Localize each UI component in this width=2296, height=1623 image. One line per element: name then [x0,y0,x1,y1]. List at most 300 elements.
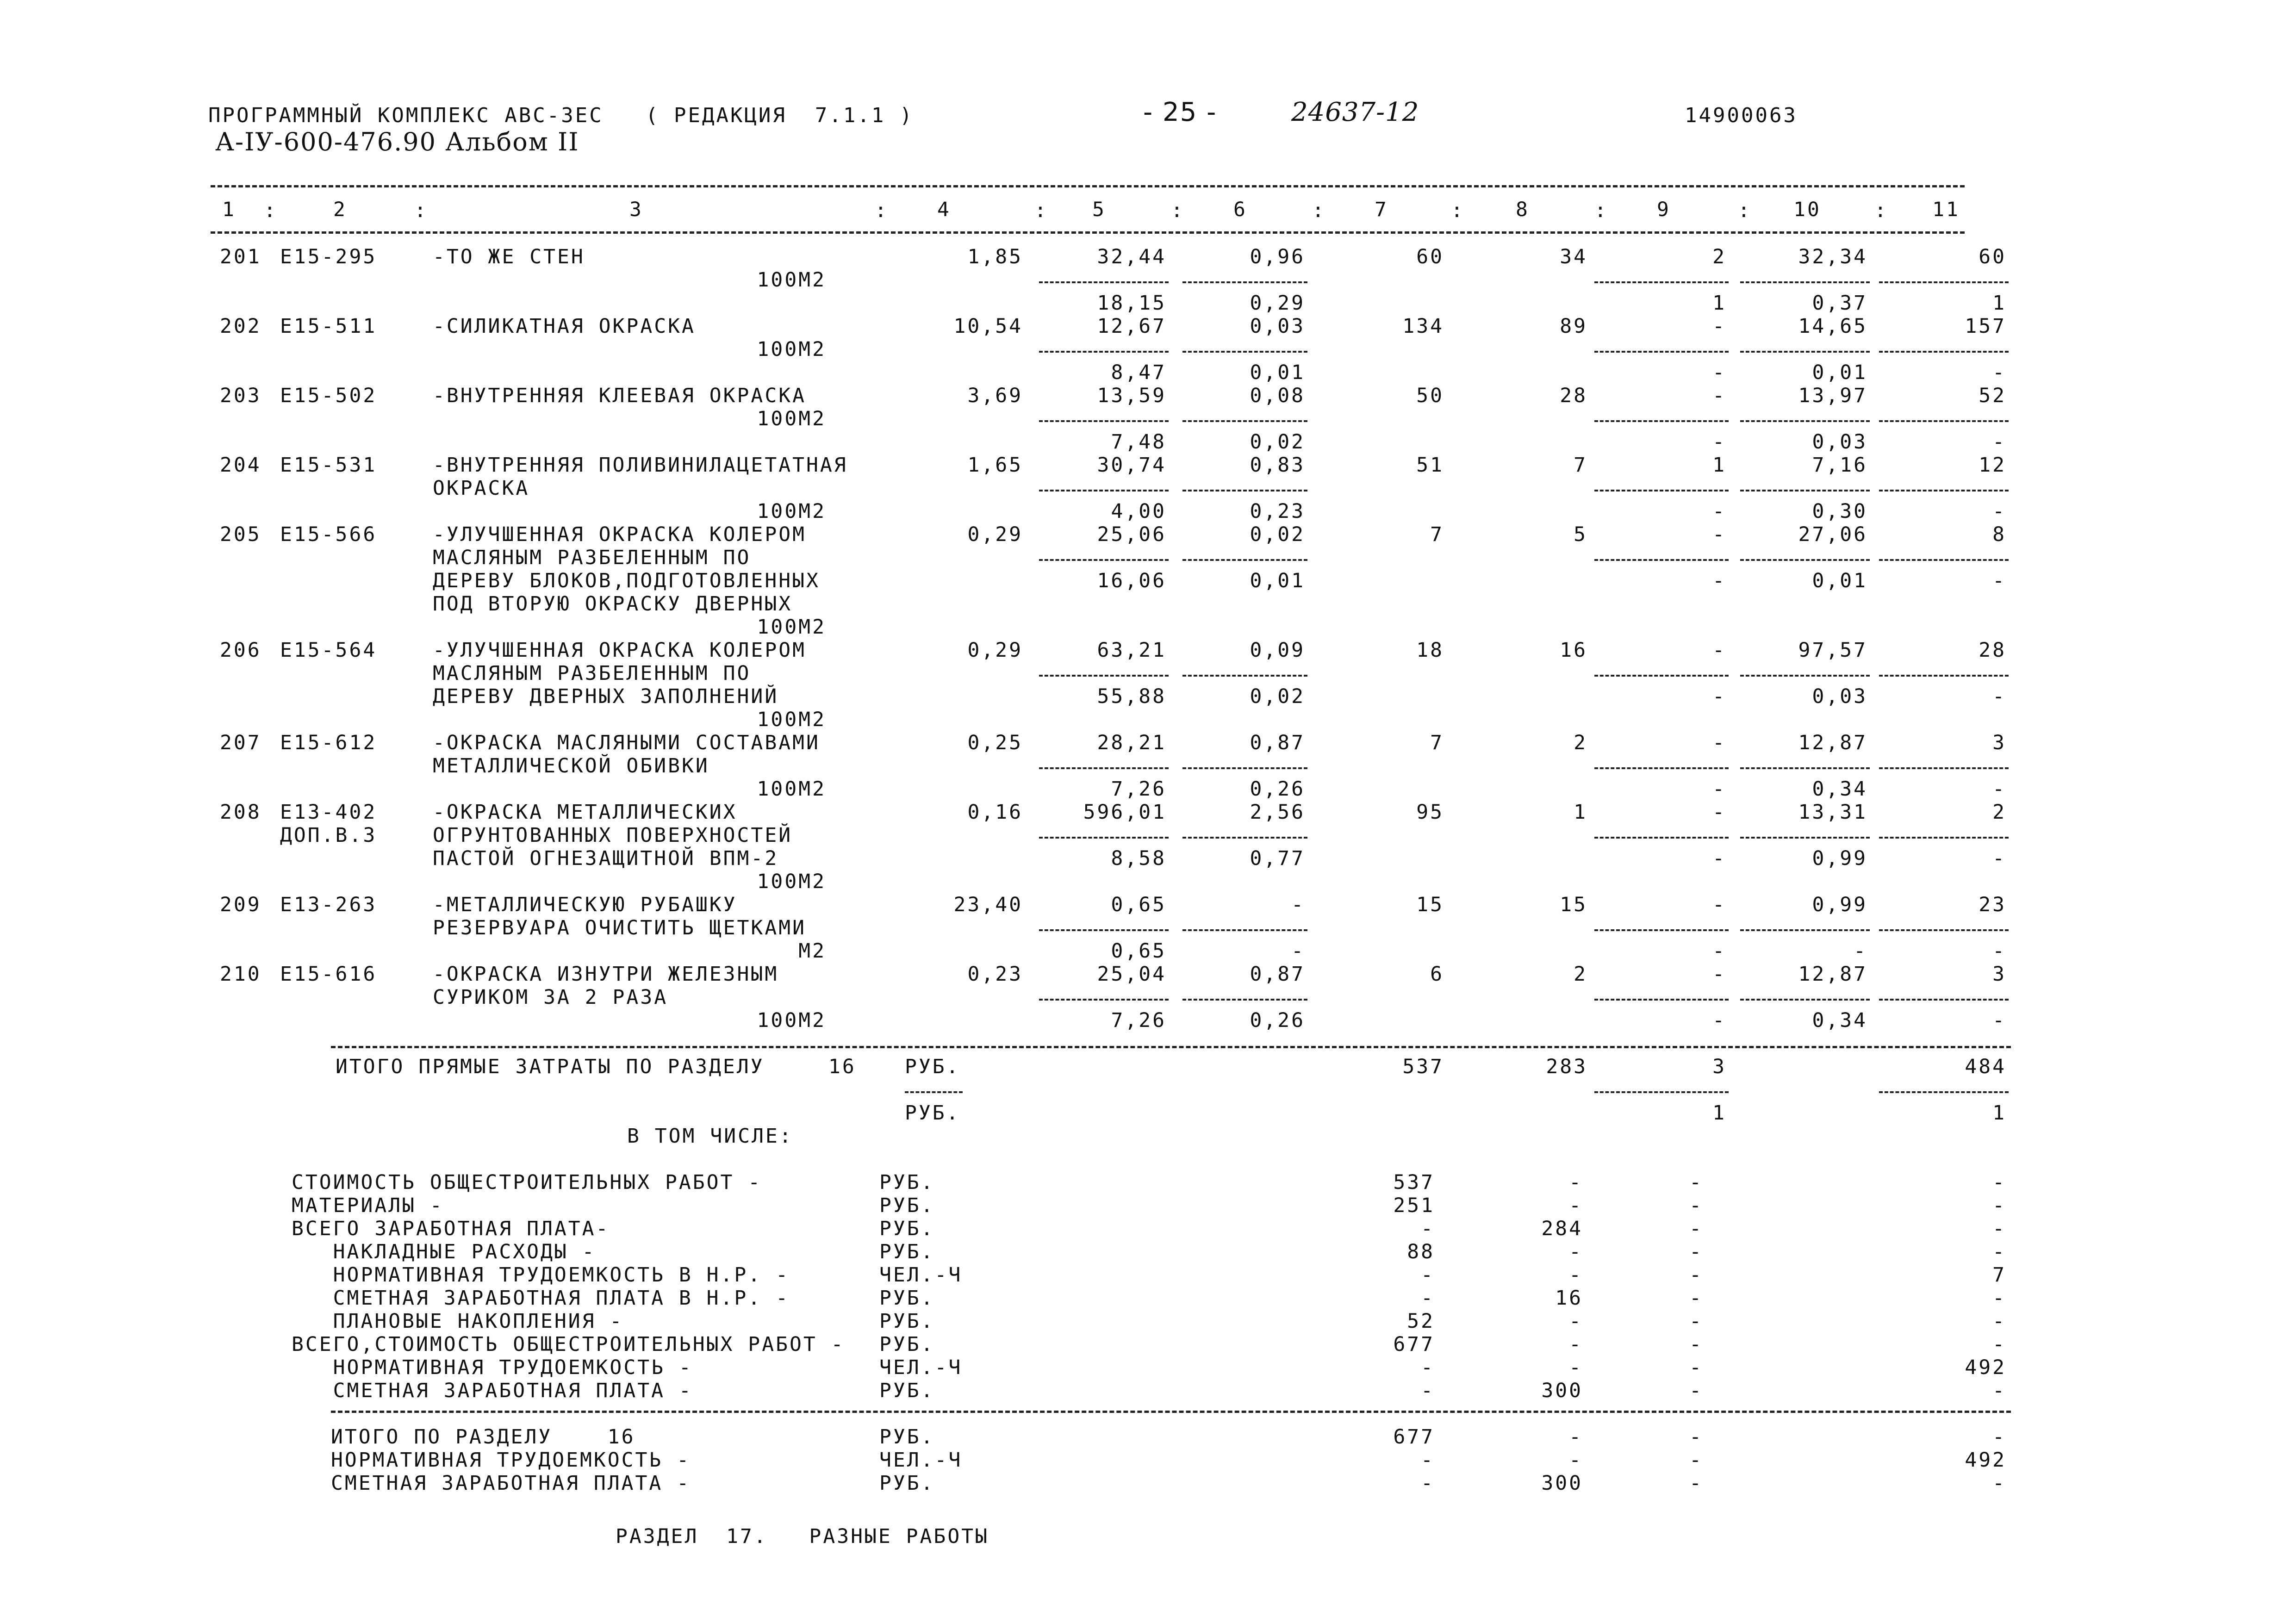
section-total-c11: 492 [1965,1449,2006,1472]
value-c10: 13,97 [1798,384,1867,407]
value-c8: 28 [1560,384,1587,407]
total-direct-unit-2: РУБ. [905,1101,960,1125]
value-c5: 13,59 [1097,384,1166,407]
row-number: 202 [220,315,261,338]
breakdown-unit: ЧЕЛ.-Ч [879,1263,963,1287]
unit-measure: 100М2 [757,407,826,430]
value-c8: 7 [1574,454,1587,477]
total-c11: 484 [1965,1055,2006,1078]
value-c7: 51 [1416,454,1444,477]
value-c11: 2 [1992,801,2006,824]
sub-divider [1879,999,2009,1001]
total-direct-section: 16 [828,1055,856,1078]
value-c6: 0,83 [1250,454,1305,477]
sub-divider [1594,559,1729,561]
section-total-unit: РУБ. [879,1425,935,1449]
value-c8: 15 [1560,893,1587,916]
value-c6-sub: 0,77 [1250,847,1305,870]
section-total-c11: - [1992,1425,2006,1449]
work-description: ДЕРЕВУ БЛОКОВ,ПОДГОТОВЛЕННЫХ [433,569,820,592]
norm-code: Е15-531 [280,454,377,477]
value-c6-sub: 0,26 [1250,1009,1305,1032]
quantity: 1,65 [967,454,1023,477]
section-total-label: ИТОГО ПО РАЗДЕЛУ 16 [331,1425,635,1449]
breakdown-c11: - [1992,1217,2006,1240]
norm-code: Е15-502 [280,384,377,407]
norm-code: Е15-566 [280,523,377,546]
total-direct-label: ИТОГО ПРЯМЫЕ ЗАТРАТЫ ПО РАЗДЕЛУ [336,1055,765,1078]
value-c9: - [1712,893,1726,916]
value-c11: 12 [1979,454,2006,477]
next-section-title: РАЗДЕЛ 17. РАЗНЫЕ РАБОТЫ [616,1525,989,1548]
sub-divider [1182,929,1307,931]
handwritten-number: 24637-12 [1291,97,1419,127]
sub-divider [1879,675,2009,677]
value-c6: 0,03 [1250,315,1305,338]
breakdown-label: ВСЕГО ЗАРАБОТНАЯ ПЛАТА- [292,1217,610,1240]
work-description: -МЕТАЛЛИЧЕСКУЮ РУБАШКУ [433,893,737,916]
value-c11-sub: - [1992,847,2006,870]
section-total-c9: - [1689,1472,1703,1495]
column-header-3: 3 [629,198,643,221]
value-c8: 16 [1560,639,1587,662]
row-number: 206 [220,639,261,662]
value-c9: - [1712,315,1726,338]
value-c9: - [1712,384,1726,407]
value-c5: 32,44 [1097,245,1166,268]
value-c9: - [1712,963,1726,986]
sub-divider [1740,490,1870,491]
program-title: ПРОГРАММНЫЙ КОМПЛЕКС АВС-3ЕС [208,104,604,127]
breakdown-c11: - [1992,1287,2006,1310]
quantity: 10,54 [953,315,1023,338]
value-c10-sub: 0,03 [1812,430,1867,454]
column-separator: : [1874,199,1888,222]
sub-divider [1182,351,1307,353]
sub-divider [1594,999,1729,1001]
value-c5-sub: 16,06 [1097,569,1166,592]
breakdown-c11: - [1992,1171,2006,1194]
breakdown-c8: - [1569,1310,1583,1333]
breakdown-c9: - [1689,1263,1703,1287]
unit-measure: 100М2 [757,1009,826,1032]
breakdown-unit: РУБ. [879,1217,935,1240]
norm-code: Е15-616 [280,963,377,986]
value-c11-sub: - [1992,685,2006,708]
sub-divider [1039,929,1169,931]
section-total-c7: 677 [1393,1425,1435,1449]
breakdown-c9: - [1689,1217,1703,1240]
breakdown-c7: - [1421,1217,1435,1240]
column-header-4: 4 [937,198,951,221]
value-c6: - [1291,893,1305,916]
sub-divider [1594,281,1729,283]
breakdown-c9: - [1689,1356,1703,1379]
breakdown-label: ВСЕГО,СТОИМОСТЬ ОБЩЕСТРОИТЕЛЬНЫХ РАБОТ - [292,1333,845,1356]
unit-measure: М2 [798,939,826,963]
value-c11-sub: - [1992,569,2006,592]
sub-divider [1594,767,1729,769]
total-c9: 3 [1712,1055,1726,1078]
breakdown-unit: РУБ. [879,1379,935,1402]
breakdown-c11: - [1992,1194,2006,1217]
breakdown-label: СМЕТНАЯ ЗАРАБОТНАЯ ПЛАТА В Н.Р. - [292,1287,790,1310]
value-c5: 28,21 [1097,731,1166,754]
section-total-c9: - [1689,1449,1703,1472]
sub-divider [1740,281,1870,283]
value-c9-sub: - [1712,569,1726,592]
norm-code: Е13-263 [280,893,377,916]
sub-divider [1879,1091,2009,1093]
work-description: -ОКРАСКА МЕТАЛЛИЧЕСКИХ [433,801,737,824]
breakdown-c7: 52 [1407,1310,1435,1333]
row-number: 210 [220,963,261,986]
value-c10-sub: 0,01 [1812,569,1867,592]
edition-label: ( РЕДАКЦИЯ 7.1.1 ) [646,104,914,127]
rule-top [211,185,1965,187]
norm-code: Е15-564 [280,639,377,662]
value-c5-sub: 7,26 [1111,1009,1166,1032]
work-description: -СИЛИКАТНАЯ ОКРАСКА [433,315,696,338]
breakdown-c11: 7 [1992,1263,2006,1287]
unit-measure: 100М2 [757,777,826,801]
value-c7: 6 [1430,963,1444,986]
value-c11-sub: 1 [1992,292,2006,315]
breakdown-c8: 284 [1541,1217,1583,1240]
breakdown-unit: ЧЕЛ.-Ч [879,1356,963,1379]
value-c10-sub: 0,34 [1812,777,1867,801]
value-c5-sub: 55,88 [1097,685,1166,708]
sub-divider [1740,351,1870,353]
quantity: 1,85 [967,245,1023,268]
row-number: 208 [220,801,261,824]
column-header-7: 7 [1375,198,1388,221]
value-c5-sub: 18,15 [1097,292,1166,315]
value-c8: 2 [1574,963,1587,986]
value-c9-sub: - [1712,430,1726,454]
sub-divider [1594,420,1729,422]
value-c6-sub: - [1291,939,1305,963]
value-c11: 60 [1979,245,2006,268]
section-total-label: НОРМАТИВНАЯ ТРУДОЕМКОСТЬ - [331,1449,691,1472]
column-separator: : [1451,199,1465,222]
value-c7: 18 [1416,639,1444,662]
section-total-c8: - [1569,1425,1583,1449]
value-c5-sub: 7,48 [1111,430,1166,454]
work-description: -ТО ЖЕ СТЕН [433,245,585,268]
value-c10: 14,65 [1798,315,1867,338]
value-c10-sub: 0,01 [1812,361,1867,384]
breakdown-c8: - [1569,1263,1583,1287]
value-c5: 596,01 [1083,801,1166,824]
column-header-2: 2 [333,198,347,221]
sub-divider [1182,490,1307,491]
breakdown-unit: РУБ. [879,1171,935,1194]
page-number: - 25 - [1143,97,1217,127]
work-description: СУРИКОМ ЗА 2 РАЗА [433,986,668,1009]
sub-divider [1879,490,2009,491]
value-c10-sub: - [1854,939,1867,963]
row-number: 207 [220,731,261,754]
breakdown-c7: 88 [1407,1240,1435,1263]
column-header-10: 10 [1793,198,1821,221]
norm-code: Е15-511 [280,315,377,338]
value-c5: 25,06 [1097,523,1166,546]
value-c6-sub: 0,01 [1250,569,1305,592]
column-separator: : [1171,199,1185,222]
sub-divider [1182,837,1307,839]
column-header-5: 5 [1092,198,1106,221]
section-total-c7: - [1421,1449,1435,1472]
breakdown-unit: РУБ. [879,1310,935,1333]
work-description: МАСЛЯНЫМ РАЗБЕЛЕННЫМ ПО [433,662,751,685]
value-c11: 157 [1965,315,2006,338]
breakdown-c9: - [1689,1333,1703,1356]
value-c5: 25,04 [1097,963,1166,986]
value-c10-sub: 0,34 [1812,1009,1867,1032]
sub-divider [1039,281,1169,283]
sub-divider [1879,559,2009,561]
column-separator: : [264,199,278,222]
breakdown-unit: РУБ. [879,1194,935,1217]
value-c7: 15 [1416,893,1444,916]
sub-divider [1039,420,1169,422]
value-c11-sub: - [1992,1009,2006,1032]
value-c9: - [1712,731,1726,754]
value-c11-sub: - [1992,500,2006,523]
sub-divider [1879,929,2009,931]
sub-divider [1594,490,1729,491]
sub-divider [1740,767,1870,769]
breakdown-label: СМЕТНАЯ ЗАРАБОТНАЯ ПЛАТА - [292,1379,693,1402]
breakdown-c9: - [1689,1379,1703,1402]
value-c10-sub: 0,99 [1812,847,1867,870]
norm-code-extra: ДОП.В.3 [280,824,377,847]
section-total-unit: РУБ. [879,1472,935,1495]
value-c11: 8 [1992,523,2006,546]
value-c9-sub: - [1712,1009,1726,1032]
sub-divider [1039,767,1169,769]
value-c6: 0,87 [1250,731,1305,754]
row-number: 209 [220,893,261,916]
sub-divider [1182,767,1307,769]
breakdown-label: МАТЕРИАЛЫ - [292,1194,444,1217]
column-separator: : [1594,199,1608,222]
column-separator: : [1312,199,1326,222]
rule-totals [331,1046,2011,1048]
column-separator: : [414,199,428,222]
value-c8: 89 [1560,315,1587,338]
value-c7: 134 [1402,315,1444,338]
sub-divider [1879,837,2009,839]
value-c6: 2,56 [1250,801,1305,824]
breakdown-c9: - [1689,1194,1703,1217]
row-number: 205 [220,523,261,546]
row-number: 204 [220,454,261,477]
breakdown-c7: - [1421,1356,1435,1379]
breakdown-label: ПЛАНОВЫЕ НАКОПЛЕНИЯ - [292,1310,624,1333]
value-c8: 1 [1574,801,1587,824]
breakdown-c7: - [1421,1379,1435,1402]
breakdown-unit: РУБ. [879,1287,935,1310]
norm-code: Е15-612 [280,731,377,754]
breakdown-c7: 251 [1393,1194,1435,1217]
sub-divider [1740,929,1870,931]
value-c6: 0,08 [1250,384,1305,407]
value-c7: 95 [1416,801,1444,824]
value-c10: 13,31 [1798,801,1867,824]
value-c5-sub: 8,47 [1111,361,1166,384]
norm-code: Е13-402 [280,801,377,824]
value-c7: 50 [1416,384,1444,407]
value-c5-sub: 4,00 [1111,500,1166,523]
value-c9-sub: - [1712,777,1726,801]
value-c11: 52 [1979,384,2006,407]
value-c10: 12,87 [1798,731,1867,754]
sub-divider [1039,837,1169,839]
sub-divider [1039,675,1169,677]
breakdown-c9: - [1689,1287,1703,1310]
sub-divider [1740,837,1870,839]
breakdown-c8: 16 [1555,1287,1583,1310]
quantity: 0,16 [967,801,1023,824]
value-c11: 3 [1992,963,2006,986]
work-description: ДЕРЕВУ ДВЕРНЫХ ЗАПОЛНЕНИЙ [433,685,779,708]
total-direct-unit: РУБ. [905,1055,960,1078]
quantity: 0,23 [967,963,1023,986]
sub-divider [1594,929,1729,931]
value-c5-sub: 0,65 [1111,939,1166,963]
section-total-c7: - [1421,1472,1435,1495]
breakdown-c11: - [1992,1333,2006,1356]
column-header-9: 9 [1657,198,1671,221]
breakdown-c8: - [1569,1240,1583,1263]
column-header-8: 8 [1516,198,1530,221]
norm-code: Е15-295 [280,245,377,268]
work-description: -ВНУТРЕННЯЯ КЛЕЕВАЯ ОКРАСКА [433,384,806,407]
sub-divider [1594,1091,1729,1093]
quantity: 3,69 [967,384,1023,407]
value-c10: 0,99 [1812,893,1867,916]
sub-divider [1879,351,2009,353]
total-c9-sub: 1 [1712,1101,1726,1125]
value-c6-sub: 0,01 [1250,361,1305,384]
work-description: ОГРУНТОВАННЫХ ПОВЕРХНОСТЕЙ [433,824,793,847]
value-c11-sub: - [1992,430,2006,454]
value-c8: 34 [1560,245,1587,268]
sub-divider [905,1091,963,1093]
rule-header [211,231,1965,234]
value-c10: 12,87 [1798,963,1867,986]
quantity: 23,40 [953,893,1023,916]
section-total-label: СМЕТНАЯ ЗАРАБОТНАЯ ПЛАТА - [331,1472,691,1495]
sub-divider [1182,559,1307,561]
value-c10: 27,06 [1798,523,1867,546]
value-c9: - [1712,523,1726,546]
work-description: -ОКРАСКА МАСЛЯНЫМИ СОСТАВАМИ [433,731,820,754]
breakdown-c7: 677 [1393,1333,1435,1356]
value-c9-sub: - [1712,361,1726,384]
value-c9-sub: - [1712,847,1726,870]
breakdown-label: НАКЛАДНЫЕ РАСХОДЫ - [292,1240,596,1263]
total-c11-sub: 1 [1992,1101,2006,1125]
value-c11-sub: - [1992,777,2006,801]
value-c9: 1 [1712,454,1726,477]
unit-measure: 100М2 [757,500,826,523]
work-description: -УЛУЧШЕННАЯ ОКРАСКА КОЛЕРОМ [433,523,806,546]
value-c5: 12,67 [1097,315,1166,338]
value-c10: 7,16 [1812,454,1867,477]
breakdown-c11: - [1992,1240,2006,1263]
breakdown-c9: - [1689,1171,1703,1194]
section-total-c9: - [1689,1425,1703,1449]
unit-measure: 100М2 [757,338,826,361]
including-label: В ТОМ ЧИСЛЕ: [627,1125,793,1148]
column-header-6: 6 [1233,198,1247,221]
value-c6: 0,09 [1250,639,1305,662]
value-c7: 7 [1430,523,1444,546]
work-description: ПОД ВТОРУЮ ОКРАСКУ ДВЕРНЫХ [433,592,793,616]
value-c5: 0,65 [1111,893,1166,916]
work-description: МАСЛЯНЫМ РАЗБЕЛЕННЫМ ПО [433,546,751,569]
value-c10-sub: 0,03 [1812,685,1867,708]
row-number: 201 [220,245,261,268]
section-total-c8: 300 [1541,1472,1583,1495]
sub-divider [1039,351,1169,353]
work-description: ОКРАСКА [433,477,530,500]
sub-divider [1594,675,1729,677]
sub-divider [1039,490,1169,491]
work-description: МЕТАЛЛИЧЕСКОЙ ОБИВКИ [433,754,709,777]
breakdown-unit: РУБ. [879,1240,935,1263]
section-total-unit: ЧЕЛ.-Ч [879,1449,963,1472]
value-c6: 0,96 [1250,245,1305,268]
breakdown-c9: - [1689,1310,1703,1333]
breakdown-c8: - [1569,1356,1583,1379]
work-description: -ВНУТРЕННЯЯ ПОЛИВИНИЛАЦЕТАТНАЯ [433,454,848,477]
breakdown-c8: - [1569,1333,1583,1356]
section-total-c11: - [1992,1472,2006,1495]
total-c7: 537 [1402,1055,1444,1078]
unit-measure: 100М2 [757,268,826,292]
sub-divider [1740,675,1870,677]
value-c6: 0,87 [1250,963,1305,986]
rule-section-total [331,1411,2011,1413]
breakdown-c8: - [1569,1171,1583,1194]
breakdown-c7: 537 [1393,1171,1435,1194]
quantity: 0,29 [967,523,1023,546]
value-c9: - [1712,801,1726,824]
sub-divider [1740,999,1870,1001]
work-description: РЕЗЕРВУАРА ОЧИСТИТЬ ЩЕТКАМИ [433,916,806,939]
row-number: 203 [220,384,261,407]
breakdown-c11: - [1992,1310,2006,1333]
value-c11-sub: - [1992,361,2006,384]
sub-divider [1594,837,1729,839]
value-c7: 60 [1416,245,1444,268]
breakdown-c7: - [1421,1263,1435,1287]
value-c9: 2 [1712,245,1726,268]
value-c9-sub: - [1712,500,1726,523]
value-c5-sub: 7,26 [1111,777,1166,801]
value-c11: 23 [1979,893,2006,916]
value-c9-sub: 1 [1712,292,1726,315]
unit-measure: 100М2 [757,870,826,893]
value-c6-sub: 0,23 [1250,500,1305,523]
sub-divider [1182,281,1307,283]
value-c11: 28 [1979,639,2006,662]
value-c6-sub: 0,29 [1250,292,1305,315]
